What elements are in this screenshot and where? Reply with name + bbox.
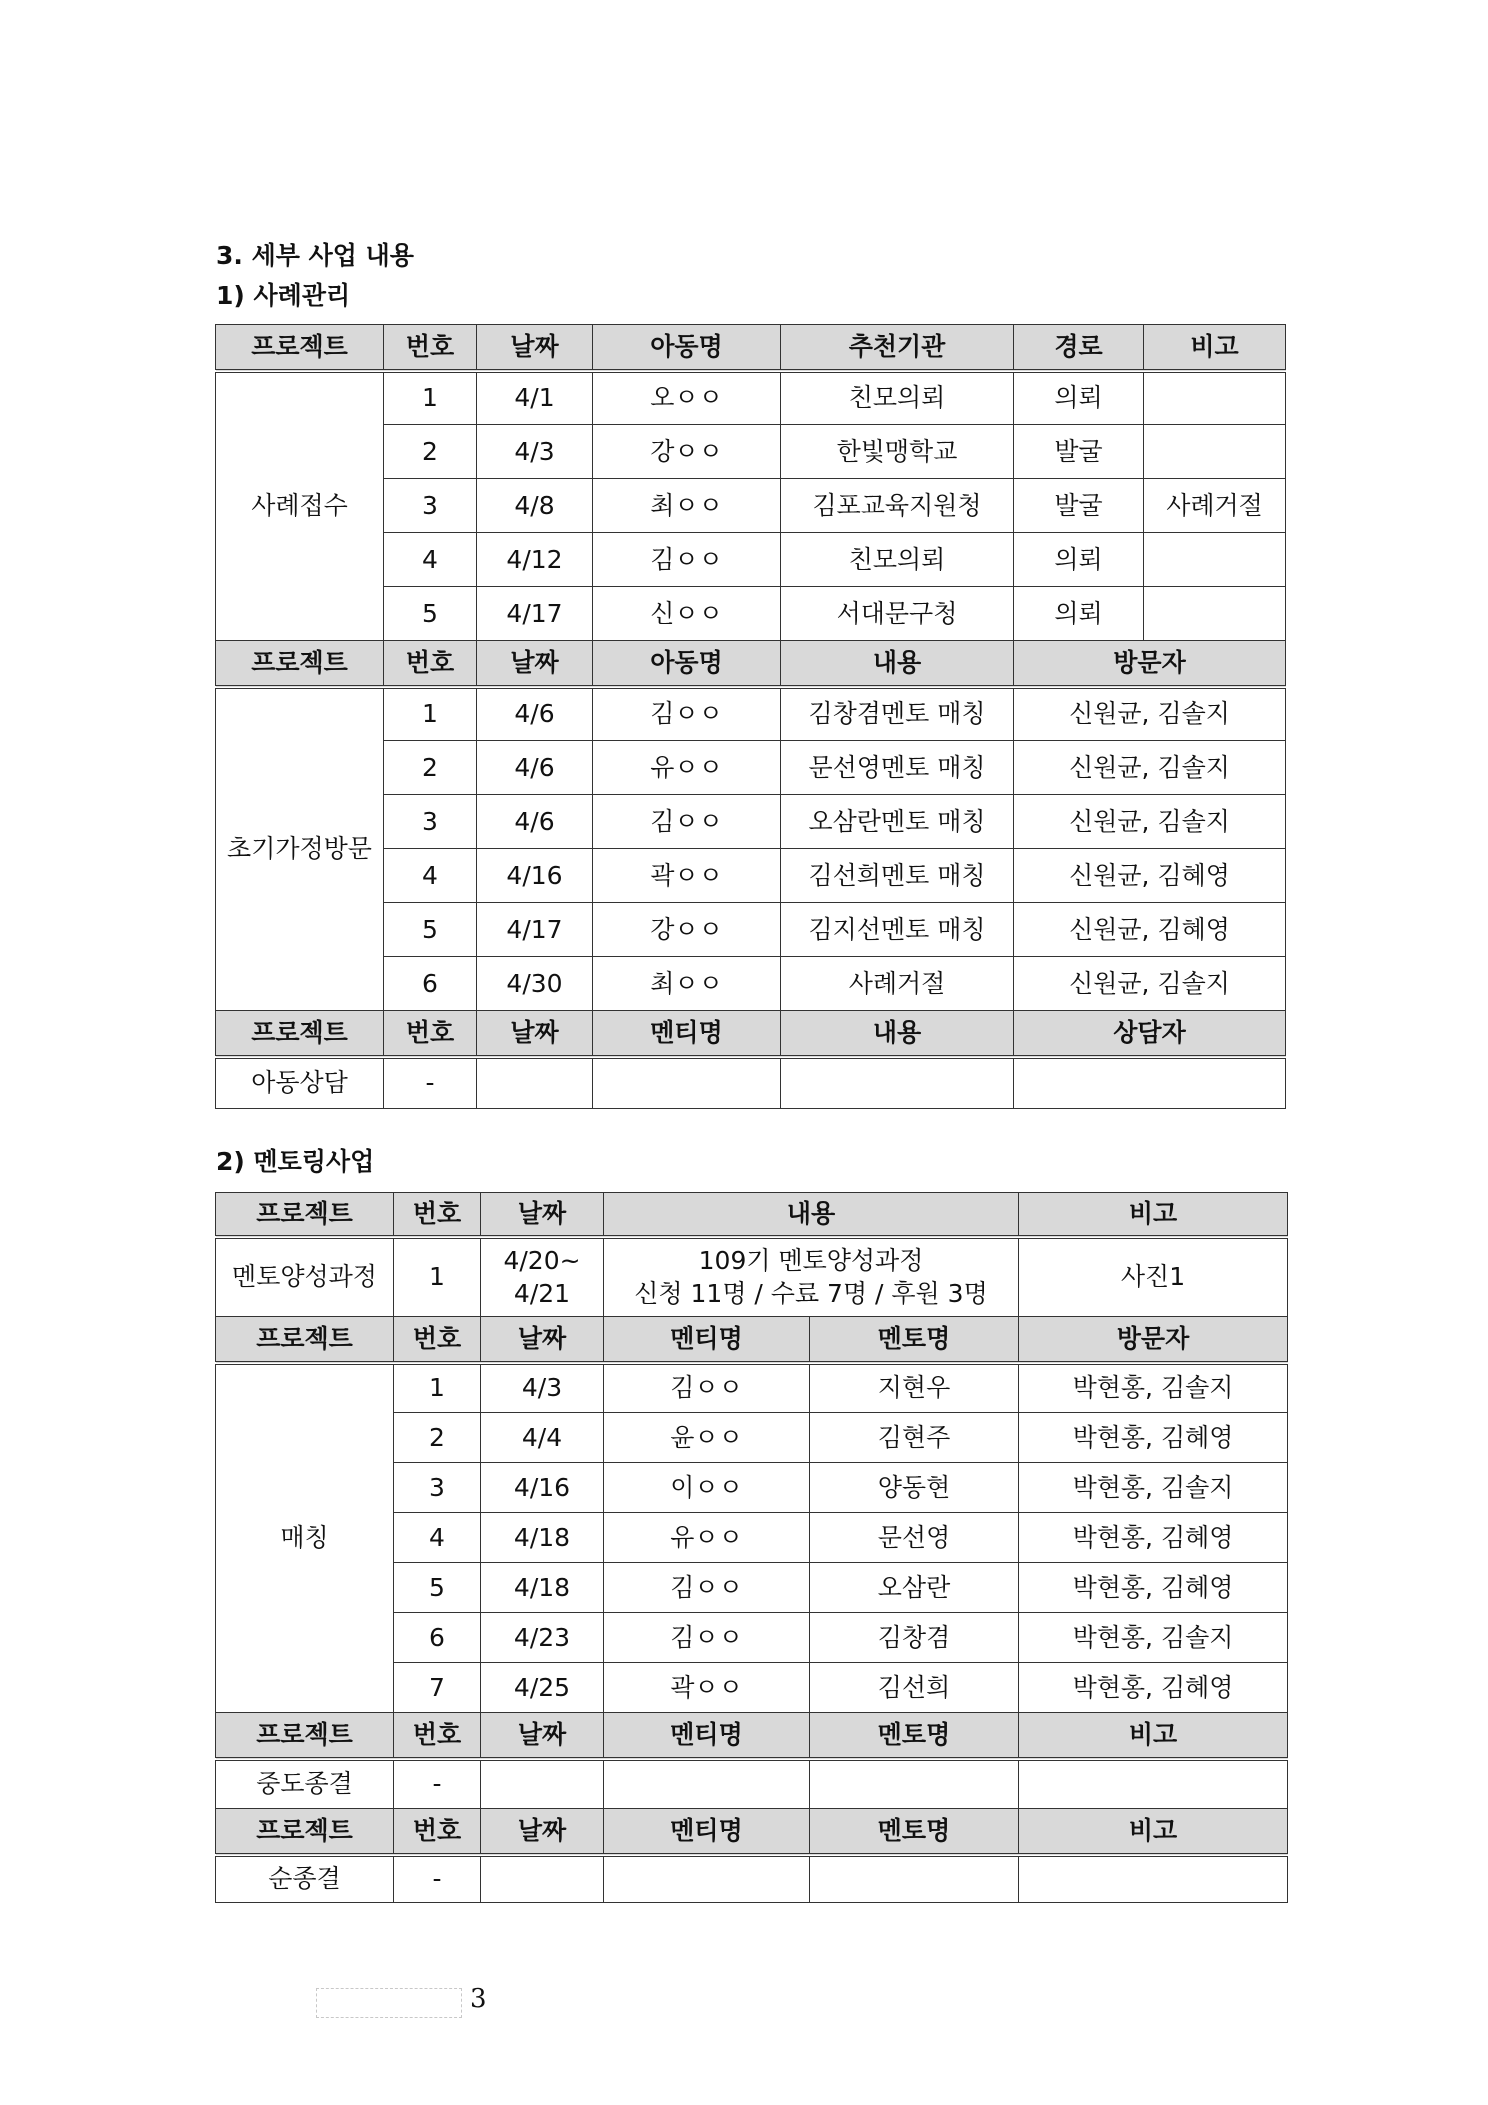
header-cell: 날짜 (481, 1713, 604, 1759)
table-cell: 5 (384, 587, 477, 641)
table-cell: 김창겸멘토 매칭 (781, 687, 1014, 741)
header-cell: 내용 (781, 1011, 1014, 1057)
table-cell: 김ㅇㅇ (604, 1613, 810, 1663)
table-cell: 4/30 (477, 957, 593, 1011)
table-cell: 문선영 (810, 1513, 1019, 1563)
table-row (216, 1759, 1288, 1809)
header-cell: 날짜 (481, 1317, 604, 1363)
header-cell: 번호 (394, 1809, 481, 1855)
table-header-row (216, 1809, 1288, 1855)
project-group-cell: 사례접수 (216, 371, 384, 641)
table-cell: 4/18 (481, 1563, 604, 1613)
footer-placeholder-box (316, 1988, 462, 2018)
table-cell: 2 (384, 741, 477, 795)
header-cell: 번호 (394, 1317, 481, 1363)
header-cell: 날짜 (477, 1011, 593, 1057)
table-cell: 박현홍, 김혜영 (1019, 1513, 1288, 1563)
table-cell: 7 (394, 1663, 481, 1713)
subsection-title-case-management: 1) 사례관리 (216, 281, 351, 310)
table-row (216, 687, 1286, 741)
table-cell (1144, 371, 1286, 425)
table-cell: 김선희 (810, 1663, 1019, 1713)
table-cell: 4/25 (481, 1663, 604, 1713)
table-cell: 4/4 (481, 1413, 604, 1463)
table-cell: 김ㅇㅇ (593, 533, 781, 587)
header-cell: 프로젝트 (216, 1809, 394, 1855)
header-cell: 비고 (1019, 1809, 1288, 1855)
header-cell: 멘토명 (810, 1713, 1019, 1759)
table-cell: 4/16 (481, 1463, 604, 1513)
table-cell: - (394, 1759, 481, 1809)
table-cell (593, 1057, 781, 1109)
header-cell: 비고 (1019, 1193, 1288, 1237)
table-cell: 4/1 (477, 371, 593, 425)
table-cell: 의뢰 (1014, 533, 1144, 587)
table-cell: 김지선멘토 매칭 (781, 903, 1014, 957)
header-cell: 프로젝트 (216, 1713, 394, 1759)
table-cell: 발굴 (1014, 425, 1144, 479)
header-cell: 번호 (384, 641, 477, 687)
table-cell: 4/18 (481, 1513, 604, 1563)
table-row (216, 371, 1286, 425)
project-group-cell: 매칭 (216, 1363, 394, 1713)
table-cell: 4 (384, 849, 477, 903)
table-cell: 최ㅇㅇ (593, 479, 781, 533)
header-cell: 아동명 (593, 641, 781, 687)
table-cell: 4 (384, 533, 477, 587)
table-cell: 유ㅇㅇ (593, 741, 781, 795)
header-cell: 멘토명 (810, 1317, 1019, 1363)
table-row (216, 1363, 1288, 1413)
header-cell: 비고 (1144, 325, 1286, 371)
table-cell: 의뢰 (1014, 587, 1144, 641)
table-cell: 박현홍, 김솔지 (1019, 1463, 1288, 1513)
table-cell: 4/6 (477, 795, 593, 849)
table-cell (481, 1237, 604, 1317)
table-cell: 김선희멘토 매칭 (781, 849, 1014, 903)
table-cell: 4/6 (477, 687, 593, 741)
header-cell: 번호 (394, 1713, 481, 1759)
table-cell: 중도종결 (216, 1759, 394, 1809)
table-cell (481, 1759, 604, 1809)
table-header-row (216, 325, 1286, 371)
header-cell: 경로 (1014, 325, 1144, 371)
table-cell: 신ㅇㅇ (593, 587, 781, 641)
table-cell: 1 (384, 371, 477, 425)
table-cell (604, 1237, 1019, 1317)
table-cell: 3 (384, 795, 477, 849)
table-cell: 김포교육지원청 (781, 479, 1014, 533)
header-cell: 내용 (604, 1193, 1019, 1237)
table-cell: 김현주 (810, 1413, 1019, 1463)
header-cell: 멘토명 (810, 1809, 1019, 1855)
table-cell (1019, 1759, 1288, 1809)
table-cell: - (394, 1855, 481, 1903)
header-cell: 비고 (1019, 1713, 1288, 1759)
case-management-table (215, 324, 1286, 1109)
table-cell: 강ㅇㅇ (593, 903, 781, 957)
table-cell: 사례거절 (1144, 479, 1286, 533)
table-cell: 강ㅇㅇ (593, 425, 781, 479)
table-cell: 4/8 (477, 479, 593, 533)
table-cell: 3 (394, 1463, 481, 1513)
table-cell (481, 1855, 604, 1903)
header-cell: 멘티명 (604, 1713, 810, 1759)
table-cell: 4/17 (477, 587, 593, 641)
table-cell: 최ㅇㅇ (593, 957, 781, 1011)
table-cell: 의뢰 (1014, 371, 1144, 425)
table-cell: 신원균, 김솔지 (1014, 795, 1286, 849)
header-cell: 멘티명 (604, 1317, 810, 1363)
table-cell: 유ㅇㅇ (604, 1513, 810, 1563)
table-cell: 이ㅇㅇ (604, 1463, 810, 1513)
table-cell: 4/12 (477, 533, 593, 587)
table-cell: 신원균, 김솔지 (1014, 687, 1286, 741)
table-cell: 김ㅇㅇ (593, 795, 781, 849)
header-cell: 프로젝트 (216, 641, 384, 687)
header-cell: 상담자 (1014, 1011, 1286, 1057)
table-cell: 신원균, 김솔지 (1014, 957, 1286, 1011)
table-cell: 4 (394, 1513, 481, 1563)
table-cell: 곽ㅇㅇ (604, 1663, 810, 1713)
table-cell (810, 1759, 1019, 1809)
header-cell: 날짜 (477, 641, 593, 687)
table-cell: 지현우 (810, 1363, 1019, 1413)
header-cell: 아동명 (593, 325, 781, 371)
header-cell: 번호 (384, 1011, 477, 1057)
header-cell: 프로젝트 (216, 1011, 384, 1057)
table-cell: 김ㅇㅇ (593, 687, 781, 741)
table-cell (604, 1759, 810, 1809)
table-cell (1144, 533, 1286, 587)
table-header-row (216, 1713, 1288, 1759)
header-cell: 번호 (384, 325, 477, 371)
table-cell: 2 (394, 1413, 481, 1463)
table-cell: 김창겸 (810, 1613, 1019, 1663)
table-cell: 오삼란 (810, 1563, 1019, 1613)
date-line: 4/21 (513, 1279, 571, 1309)
project-group-cell: 초기가정방문 (216, 687, 384, 1011)
table-header-row (216, 641, 1286, 687)
table-cell: 아동상담 (216, 1057, 384, 1109)
table-header-row (216, 1317, 1288, 1363)
table-cell: 김ㅇㅇ (604, 1363, 810, 1413)
table-cell: 박현홍, 김혜영 (1019, 1663, 1288, 1713)
header-cell: 날짜 (481, 1809, 604, 1855)
header-cell: 프로젝트 (216, 1193, 394, 1237)
table-cell: 박현홍, 김혜영 (1019, 1413, 1288, 1463)
table-cell: 한빛맹학교 (781, 425, 1014, 479)
content-line: 109기 멘토양성과정 (698, 1245, 924, 1275)
table-cell: 친모의뢰 (781, 371, 1014, 425)
table-cell: 6 (384, 957, 477, 1011)
table-cell: 문선영멘토 매칭 (781, 741, 1014, 795)
table-cell: 1 (394, 1363, 481, 1413)
table-cell: 신원균, 김혜영 (1014, 903, 1286, 957)
table-cell: 박현홍, 김혜영 (1019, 1563, 1288, 1613)
table-row (216, 1855, 1288, 1903)
table-cell: 4/17 (477, 903, 593, 957)
table-cell: 4/3 (481, 1363, 604, 1413)
table-cell: 발굴 (1014, 479, 1144, 533)
table-cell: 사례거절 (781, 957, 1014, 1011)
table-cell: 양동현 (810, 1463, 1019, 1513)
table-cell: 사진1 (1019, 1237, 1288, 1317)
table-cell: 순종결 (216, 1855, 394, 1903)
date-line: 4/20~ (503, 1245, 581, 1275)
table-cell: 5 (394, 1563, 481, 1613)
table-cell: 김ㅇㅇ (604, 1563, 810, 1613)
table-cell: 박현홍, 김솔지 (1019, 1363, 1288, 1413)
header-cell: 방문자 (1019, 1317, 1288, 1363)
section-title: 3. 세부 사업 내용 (216, 241, 414, 270)
table-cell: 오삼란멘토 매칭 (781, 795, 1014, 849)
table-header-row (216, 1011, 1286, 1057)
table-cell (810, 1855, 1019, 1903)
table-cell (1144, 425, 1286, 479)
header-cell: 추천기관 (781, 325, 1014, 371)
header-cell: 프로젝트 (216, 1317, 394, 1363)
content-line: 신청 11명 / 수료 7명 / 후원 3명 (634, 1279, 988, 1309)
table-cell: 친모의뢰 (781, 533, 1014, 587)
table-cell: 서대문구청 (781, 587, 1014, 641)
table-cell: 5 (384, 903, 477, 957)
table-cell: 박현홍, 김솔지 (1019, 1613, 1288, 1663)
header-cell: 방문자 (1014, 641, 1286, 687)
table-cell: 3 (384, 479, 477, 533)
table-cell: 오ㅇㅇ (593, 371, 781, 425)
table-cell: 4/6 (477, 741, 593, 795)
table-row (216, 1237, 1288, 1317)
table-header-row (216, 1193, 1288, 1237)
page-number: 3 (470, 1984, 487, 2014)
table-cell: 2 (384, 425, 477, 479)
table-cell: 윤ㅇㅇ (604, 1413, 810, 1463)
table-cell (1019, 1855, 1288, 1903)
header-cell: 내용 (781, 641, 1014, 687)
table-cell: - (384, 1057, 477, 1109)
table-cell: 멘토양성과정 (216, 1237, 394, 1317)
header-cell: 날짜 (481, 1193, 604, 1237)
table-cell: 4/3 (477, 425, 593, 479)
header-cell: 멘티명 (593, 1011, 781, 1057)
table-cell: 4/23 (481, 1613, 604, 1663)
subsection-title-mentoring: 2) 멘토링사업 (216, 1147, 375, 1176)
table-row (216, 1057, 1286, 1109)
table-cell (604, 1855, 810, 1903)
header-cell: 멘티명 (604, 1809, 810, 1855)
table-cell: 6 (394, 1613, 481, 1663)
table-cell: 신원균, 김혜영 (1014, 849, 1286, 903)
mentoring-table (215, 1192, 1288, 1903)
table-cell (477, 1057, 593, 1109)
table-cell: 4/16 (477, 849, 593, 903)
table-cell (781, 1057, 1014, 1109)
header-cell: 번호 (394, 1193, 481, 1237)
table-cell: 1 (384, 687, 477, 741)
table-cell: 곽ㅇㅇ (593, 849, 781, 903)
table-cell (1014, 1057, 1286, 1109)
header-cell: 날짜 (477, 325, 593, 371)
table-cell (1144, 587, 1286, 641)
table-cell: 1 (394, 1237, 481, 1317)
table-cell: 신원균, 김솔지 (1014, 741, 1286, 795)
header-cell: 프로젝트 (216, 325, 384, 371)
